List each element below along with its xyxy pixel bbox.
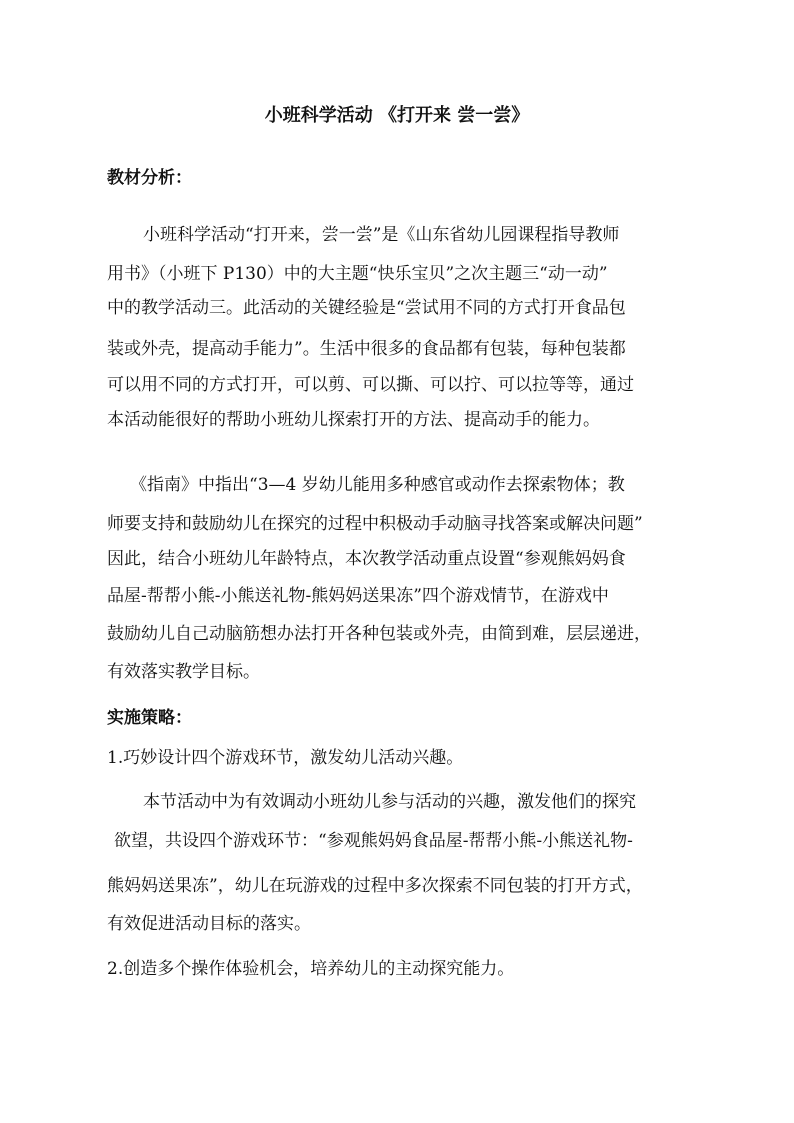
paragraph-line: 品屋-帮帮小熊-小熊送礼物-熊妈妈送果冻”四个游戏情节，在游戏中: [107, 586, 609, 606]
paragraph-line: 装或外壳，提高动手能力”。生活中很多的食品都有包装，每种包装都: [107, 339, 626, 359]
section-heading-implementation-strategy: 实施策略：: [107, 708, 192, 728]
paragraph-line: 本节活动中为有效调动小班幼儿参与活动的兴趣，激发他们的探究: [143, 792, 636, 812]
paragraph-line: 本活动能很好的帮助小班幼儿探索打开的方法、提高动手的能力。: [107, 410, 600, 430]
document-title: 小班科学活动 《打开来 尝一尝》: [264, 105, 530, 126]
paragraph-line: 因此，结合小班幼儿年龄特点，本次教学活动重点设置“参观熊妈妈食: [107, 549, 626, 569]
paragraph-line: 有效落实教学目标。: [107, 662, 260, 682]
paragraph-line: 有效促进活动目标的落实。: [107, 914, 311, 934]
paragraph-line: 小班科学活动“打开来，尝一尝”是《山东省幼儿园课程指导教师: [143, 225, 620, 245]
paragraph-line: 《指南》中指出“3—4 岁幼儿能用多种感官或动作去探索物体；教: [130, 475, 625, 495]
paragraph-line: 熊妈妈送果冻”，幼儿在玩游戏的过程中多次探索不同包装的打开方式，: [107, 876, 643, 896]
paragraph-line: 鼓励幼儿自己动脑筋想办法打开各种包装或外壳，由简到难，层层递进，: [107, 624, 651, 644]
section-heading-material-analysis: 教材分析：: [107, 168, 192, 188]
strategy-item-title: 1.巧妙设计四个游戏环节，激发幼儿活动兴趣。: [107, 748, 464, 768]
paragraph-line: 可以用不同的方式打开，可以剪、可以撕、可以拧、可以拉等等，通过: [107, 375, 634, 395]
paragraph-line: 中的教学活动三。此活动的关键经验是“尝试用不同的方式打开食品包: [107, 298, 626, 318]
paragraph-line: 用书》（小班下 P130）中的大主题“快乐宝贝”之次主题三“动一动”: [107, 264, 608, 284]
strategy-item-title: 2.创造多个操作体验机会，培养幼儿的主动探究能力。: [107, 959, 515, 979]
paragraph-line: 师要支持和鼓励幼儿在探究的过程中积极动手动脑寻找答案或解决问题”: [107, 514, 643, 534]
paragraph-line: 欲望，共设四个游戏环节：“参观熊妈妈食品屋-帮帮小熊-小熊送礼物-: [114, 831, 633, 851]
